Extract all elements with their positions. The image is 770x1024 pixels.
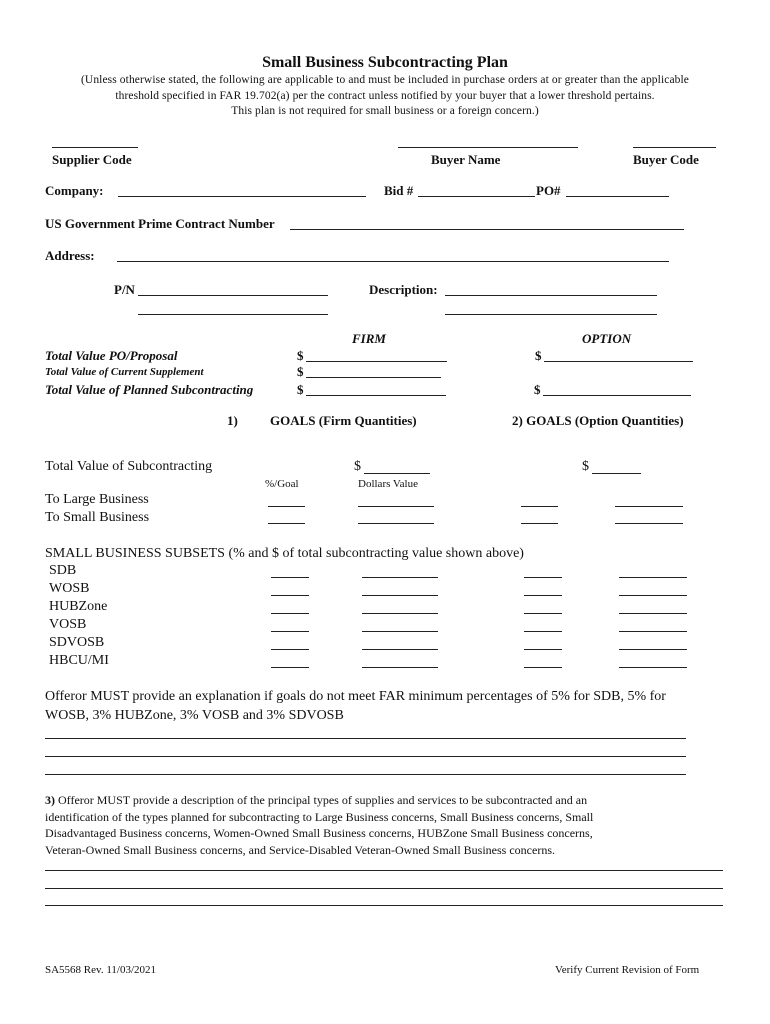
company-label: Company: <box>45 183 104 198</box>
section3-number: 3) <box>45 793 55 807</box>
sdb-firm-dollar-field[interactable] <box>362 577 438 578</box>
subset-label-sdb: SDB <box>49 563 77 578</box>
pn-field-2[interactable] <box>138 314 328 315</box>
subtitle-line-2: threshold specified in FAR 19.702(a) per the contract unless notified by your buyer that a lower threshold pertains. <box>115 90 655 102</box>
total-current-label: Total Value of Current Supplement <box>45 366 204 378</box>
explanation-field-2[interactable] <box>45 756 686 757</box>
sdvosb-firm-dollar-field[interactable] <box>362 649 438 650</box>
subset-label-sdvosb: SDVOSB <box>49 635 105 650</box>
bid-field[interactable] <box>418 196 535 197</box>
supplier-code-label: Supplier Code <box>52 152 132 167</box>
subset-label-hubzone: HUBZone <box>49 599 108 614</box>
total-planned-label: Total Value of Planned Subcontracting <box>45 382 254 397</box>
firm-total-planned-field[interactable] <box>306 395 446 396</box>
option-total-po-field[interactable] <box>544 361 693 362</box>
prime-contract-field[interactable] <box>290 229 684 230</box>
sdvosb-option-pct-field[interactable] <box>524 649 562 650</box>
prime-contract-label: US Government Prime Contract Number <box>45 216 275 231</box>
explanation-line-2: WOSB, 3% HUBZone, 3% VOSB and 3% SDVOSB <box>45 708 344 723</box>
goals-firm-label: GOALS (Firm Quantities) <box>270 413 417 428</box>
pn-field-1[interactable] <box>138 295 328 296</box>
dollar-sign: $ <box>582 459 589 474</box>
large-business-label: To Large Business <box>45 492 149 507</box>
hubzone-option-dollar-field[interactable] <box>619 613 687 614</box>
description-field-2[interactable] <box>445 314 657 315</box>
sdb-option-pct-field[interactable] <box>524 577 562 578</box>
section3-field-3[interactable] <box>45 905 723 906</box>
large-option-pct-field[interactable] <box>521 506 558 507</box>
section3-line-3: Disadvantaged Business concerns, Women-Owned Small Business concerns, HUBZone Small Business concerns, <box>45 826 593 840</box>
small-option-pct-field[interactable] <box>521 523 558 524</box>
large-firm-dollar-field[interactable] <box>358 506 434 507</box>
large-option-dollar-field[interactable] <box>615 506 683 507</box>
firm-total-current-field[interactable] <box>306 377 441 378</box>
pn-label: P/N <box>114 282 135 297</box>
dollar-sign: $ <box>535 348 542 363</box>
form-id: SA5568 Rev. 11/03/2021 <box>45 964 157 976</box>
subsets-heading: SMALL BUSINESS SUBSETS (% and $ of total subcontracting value shown above) <box>45 546 524 561</box>
small-option-dollar-field[interactable] <box>615 523 683 524</box>
firm-header: FIRM <box>352 331 386 346</box>
vosb-option-dollar-field[interactable] <box>619 631 687 632</box>
vosb-firm-dollar-field[interactable] <box>362 631 438 632</box>
dollar-sign: $ <box>354 459 361 474</box>
buyer-code-label: Buyer Code <box>633 152 699 167</box>
option-header: OPTION <box>582 331 632 346</box>
address-label: Address: <box>45 248 95 263</box>
address-field[interactable] <box>117 261 669 262</box>
small-firm-pct-field[interactable] <box>268 523 305 524</box>
dollar-sign: $ <box>297 382 304 397</box>
section3-line-2: identification of the types planned for subcontracting to Large Business concerns, Small Business concerns, Small <box>45 810 594 824</box>
vosb-option-pct-field[interactable] <box>524 631 562 632</box>
goals-number-1: 1) <box>227 413 238 428</box>
po-field[interactable] <box>566 196 669 197</box>
section3-field-1[interactable] <box>45 870 723 871</box>
sdb-option-dollar-field[interactable] <box>619 577 687 578</box>
page-title: Small Business Subcontracting Plan <box>262 54 508 71</box>
buyer-name-label: Buyer Name <box>431 152 501 167</box>
section3-line-1 <box>45 793 587 808</box>
verify-revision: Verify Current Revision of Form <box>555 964 700 976</box>
explanation-field-3[interactable] <box>45 774 686 775</box>
buyer-name-field[interactable] <box>398 147 578 148</box>
small-firm-dollar-field[interactable] <box>358 523 434 524</box>
dollar-sign: $ <box>297 348 304 363</box>
sdvosb-option-dollar-field[interactable] <box>619 649 687 650</box>
pct-goal-header: %/Goal <box>265 478 299 490</box>
supplier-code-field[interactable] <box>52 147 138 148</box>
firm-total-po-field[interactable] <box>306 361 447 362</box>
dollars-value-header: Dollars Value <box>358 478 418 490</box>
explanation-field-1[interactable] <box>45 738 686 739</box>
hbcu-option-pct-field[interactable] <box>524 667 562 668</box>
buyer-code-field[interactable] <box>633 147 716 148</box>
option-total-sub-field[interactable] <box>592 473 641 474</box>
subtitle-line-1: (Unless otherwise stated, the following are applicable to and must be included in purchase orders at or greater than the applicable <box>80 74 690 86</box>
section3-line-1-text: Offeror MUST provide a description of the principal types of supplies and services to be subcontracted and an <box>55 793 588 807</box>
total-po-label: Total Value PO/Proposal <box>45 348 178 363</box>
vosb-firm-pct-field[interactable] <box>271 631 309 632</box>
firm-total-sub-field[interactable] <box>364 473 430 474</box>
subset-label-vosb: VOSB <box>49 617 87 632</box>
subset-label-wosb: WOSB <box>49 581 90 596</box>
bid-label: Bid # <box>384 183 414 198</box>
total-sub-label: Total Value of Subcontracting <box>45 459 213 474</box>
dollar-sign: $ <box>534 382 541 397</box>
description-field-1[interactable] <box>445 295 657 296</box>
goals-option-label: 2) GOALS (Option Quantities) <box>512 413 684 428</box>
subtitle-line-3: This plan is not required for small business or a foreign concern.) <box>231 105 539 117</box>
po-label: PO# <box>536 183 561 198</box>
small-business-label: To Small Business <box>45 510 150 525</box>
dollar-sign: $ <box>297 364 304 379</box>
hbcu-option-dollar-field[interactable] <box>619 667 687 668</box>
hbcu-firm-dollar-field[interactable] <box>362 667 438 668</box>
hbcu-firm-pct-field[interactable] <box>271 667 309 668</box>
wosb-firm-dollar-field[interactable] <box>362 595 438 596</box>
hubzone-firm-dollar-field[interactable] <box>362 613 438 614</box>
wosb-firm-pct-field[interactable] <box>271 595 309 596</box>
section3-line-4: Veteran-Owned Small Business concerns, and Service-Disabled Veteran-Owned Small Business concerns. <box>45 843 555 857</box>
sdvosb-firm-pct-field[interactable] <box>271 649 309 650</box>
wosb-option-dollar-field[interactable] <box>619 595 687 596</box>
wosb-option-pct-field[interactable] <box>524 595 562 596</box>
section3-field-2[interactable] <box>45 888 723 889</box>
subset-label-hbcu-mi: HBCU/MI <box>49 653 109 668</box>
company-field[interactable] <box>118 196 366 197</box>
description-label: Description: <box>369 282 438 297</box>
hubzone-option-pct-field[interactable] <box>524 613 562 614</box>
hubzone-firm-pct-field[interactable] <box>271 613 309 614</box>
sdb-firm-pct-field[interactable] <box>271 577 309 578</box>
large-firm-pct-field[interactable] <box>268 506 305 507</box>
option-total-planned-field[interactable] <box>543 395 691 396</box>
explanation-line-1: Offeror MUST provide an explanation if goals do not meet FAR minimum percentages of 5% for SDB, 5% for <box>45 689 666 704</box>
